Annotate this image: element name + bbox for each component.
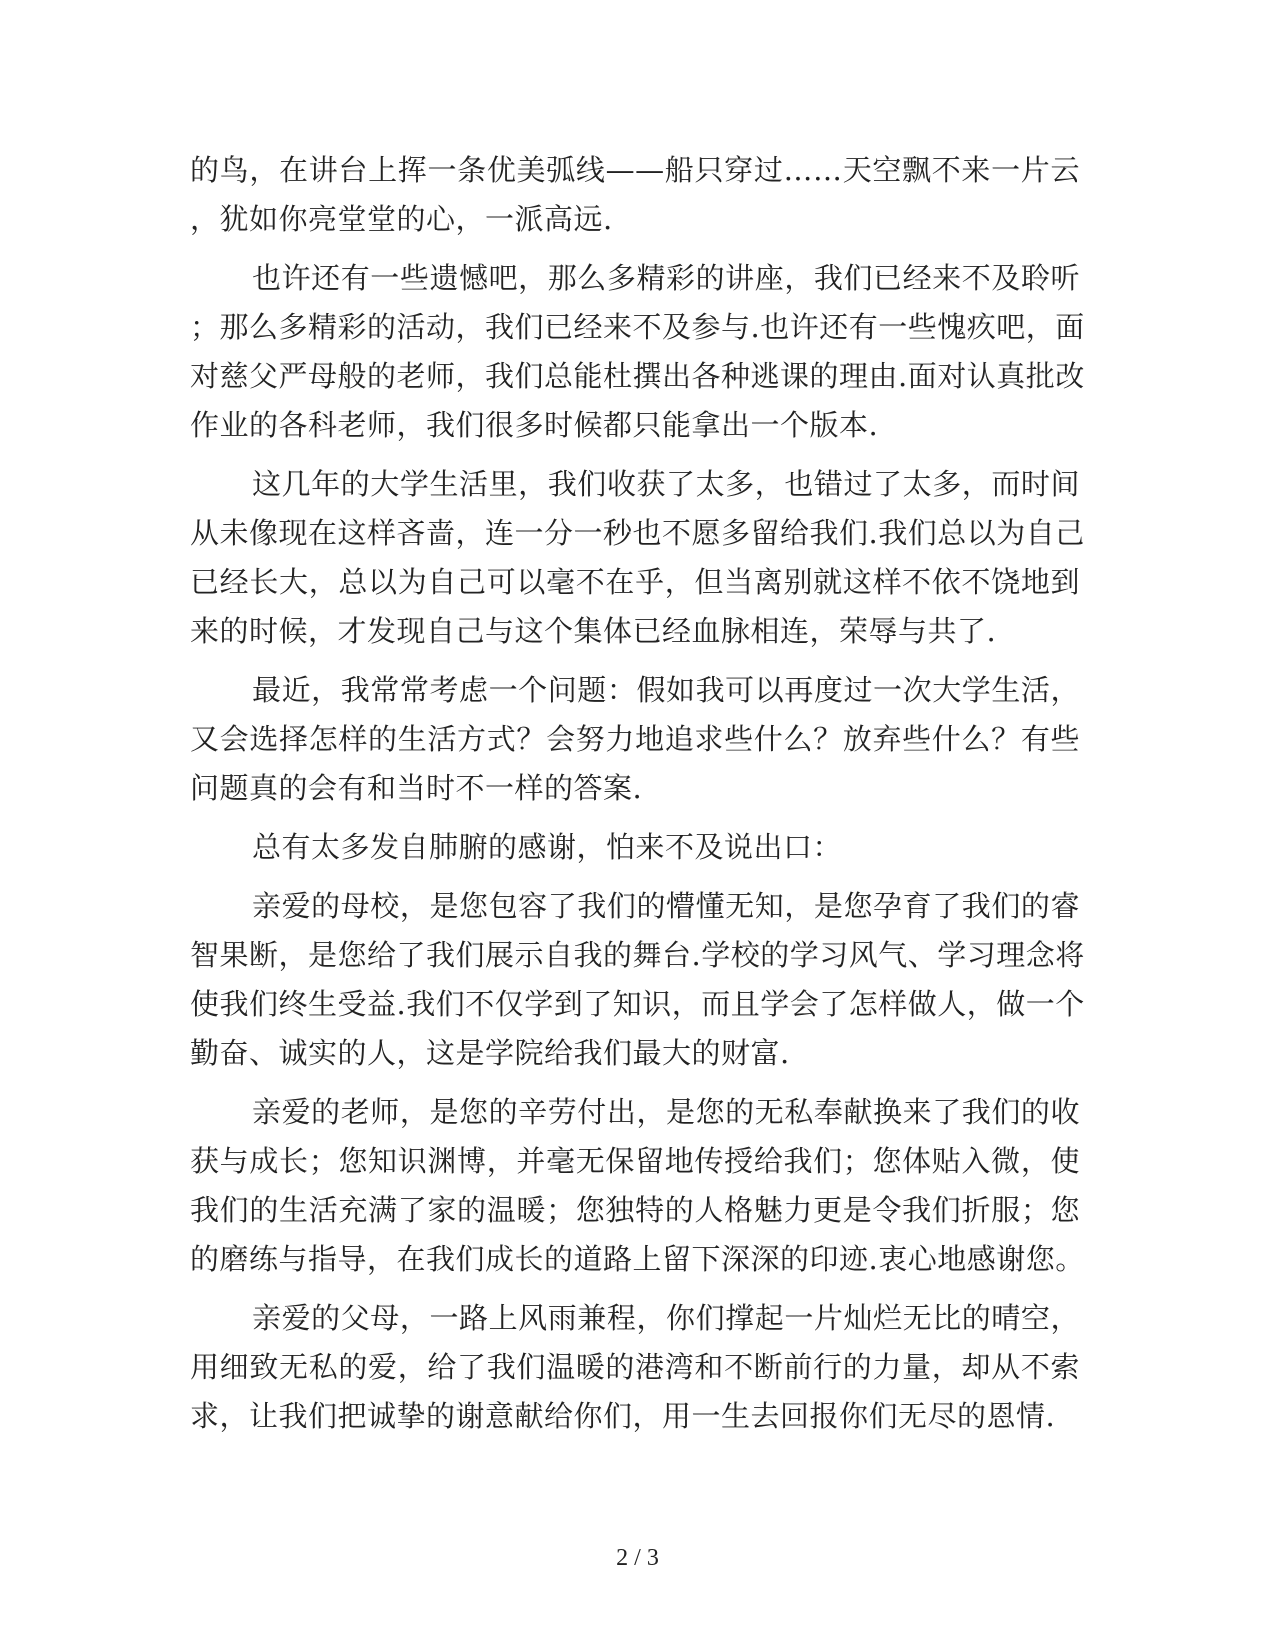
text-line: 的磨练与指导，在我们成长的道路上留下深深的印迹.衷心地感谢您。	[190, 1242, 1085, 1276]
text-line: 使我们终生受益.我们不仅学到了知识，而且学会了怎样做人，做一个	[190, 987, 1085, 1021]
text-line: 求，让我们把诚挚的谢意献给你们，用一生去回报你们无尽的恩情.	[190, 1399, 1056, 1433]
text-line: 来的时候，才发现自己与这个集体已经血脉相连，荣辱与共了.	[190, 614, 997, 648]
text-line: 智果断，是您给了我们展示自我的舞台.学校的学习风气、学习理念将	[190, 938, 1085, 972]
paragraph	[190, 460, 1085, 656]
paragraph	[190, 254, 1085, 450]
paragraph	[190, 1088, 1085, 1284]
page-number: 2 / 3	[616, 1545, 659, 1571]
text-line: 对慈父严母般的老师，我们总能杜撰出各种逃课的理由.面对认真批改	[190, 359, 1085, 393]
text-line: ，犹如你亮堂堂的心，一派高远.	[190, 202, 613, 236]
paragraph	[190, 823, 1080, 872]
text-line: 已经长大，总以为自己可以毫不在乎，但当离别就这样不依不饶地到	[190, 565, 1080, 599]
paragraph	[190, 882, 1085, 1078]
text-line: 获与成长；您知识渊博，并毫无保留地传授给我们；您体贴入微，使	[190, 1144, 1080, 1178]
paragraph	[190, 146, 1080, 244]
text-line: 也许还有一些遗憾吧，那么多精彩的讲座，我们已经来不及聆听	[252, 261, 1080, 295]
text-line: 从未像现在这样吝啬，连一分一秒也不愿多留给我们.我们总以为自己	[190, 516, 1085, 550]
text-line: 用细致无私的爱，给了我们温暖的港湾和不断前行的力量，却从不索	[190, 1350, 1080, 1384]
text-line: 问题真的会有和当时不一样的答案.	[190, 771, 643, 805]
text-line: 最近，我常常考虑一个问题：假如我可以再度过一次大学生活，	[252, 673, 1080, 707]
text-line: 总有太多发自肺腑的感谢，怕来不及说出口：	[252, 830, 843, 864]
document-body	[190, 146, 1085, 1451]
text-line: 我们的生活充满了家的温暖；您独特的人格魅力更是令我们折服；您	[190, 1193, 1080, 1227]
paragraph	[190, 1294, 1080, 1441]
text-line: 作业的各科老师，我们很多时候都只能拿出一个版本.	[190, 408, 879, 442]
text-line: ；那么多精彩的活动，我们已经来不及参与.也许还有一些愧疚吧，面	[190, 310, 1085, 344]
text-line: 亲爱的母校，是您包容了我们的懵懂无知，是您孕育了我们的睿	[252, 889, 1080, 923]
text-line: 亲爱的父母，一路上风雨兼程，你们撑起一片灿烂无比的晴空，	[252, 1301, 1080, 1335]
paragraph	[190, 666, 1080, 813]
text-line: 又会选择怎样的生活方式？会努力地追求些什么？放弃些什么？有些	[190, 722, 1080, 756]
text-line: 的鸟，在讲台上挥一条优美弧线——船只穿过……天空飘不来一片云	[190, 153, 1080, 187]
text-line: 这几年的大学生活里，我们收获了太多，也错过了太多，而时间	[252, 467, 1080, 501]
text-line: 勤奋、诚实的人，这是学院给我们最大的财富.	[190, 1036, 790, 1070]
text-line: 亲爱的老师，是您的辛劳付出，是您的无私奉献换来了我们的收	[252, 1095, 1080, 1129]
